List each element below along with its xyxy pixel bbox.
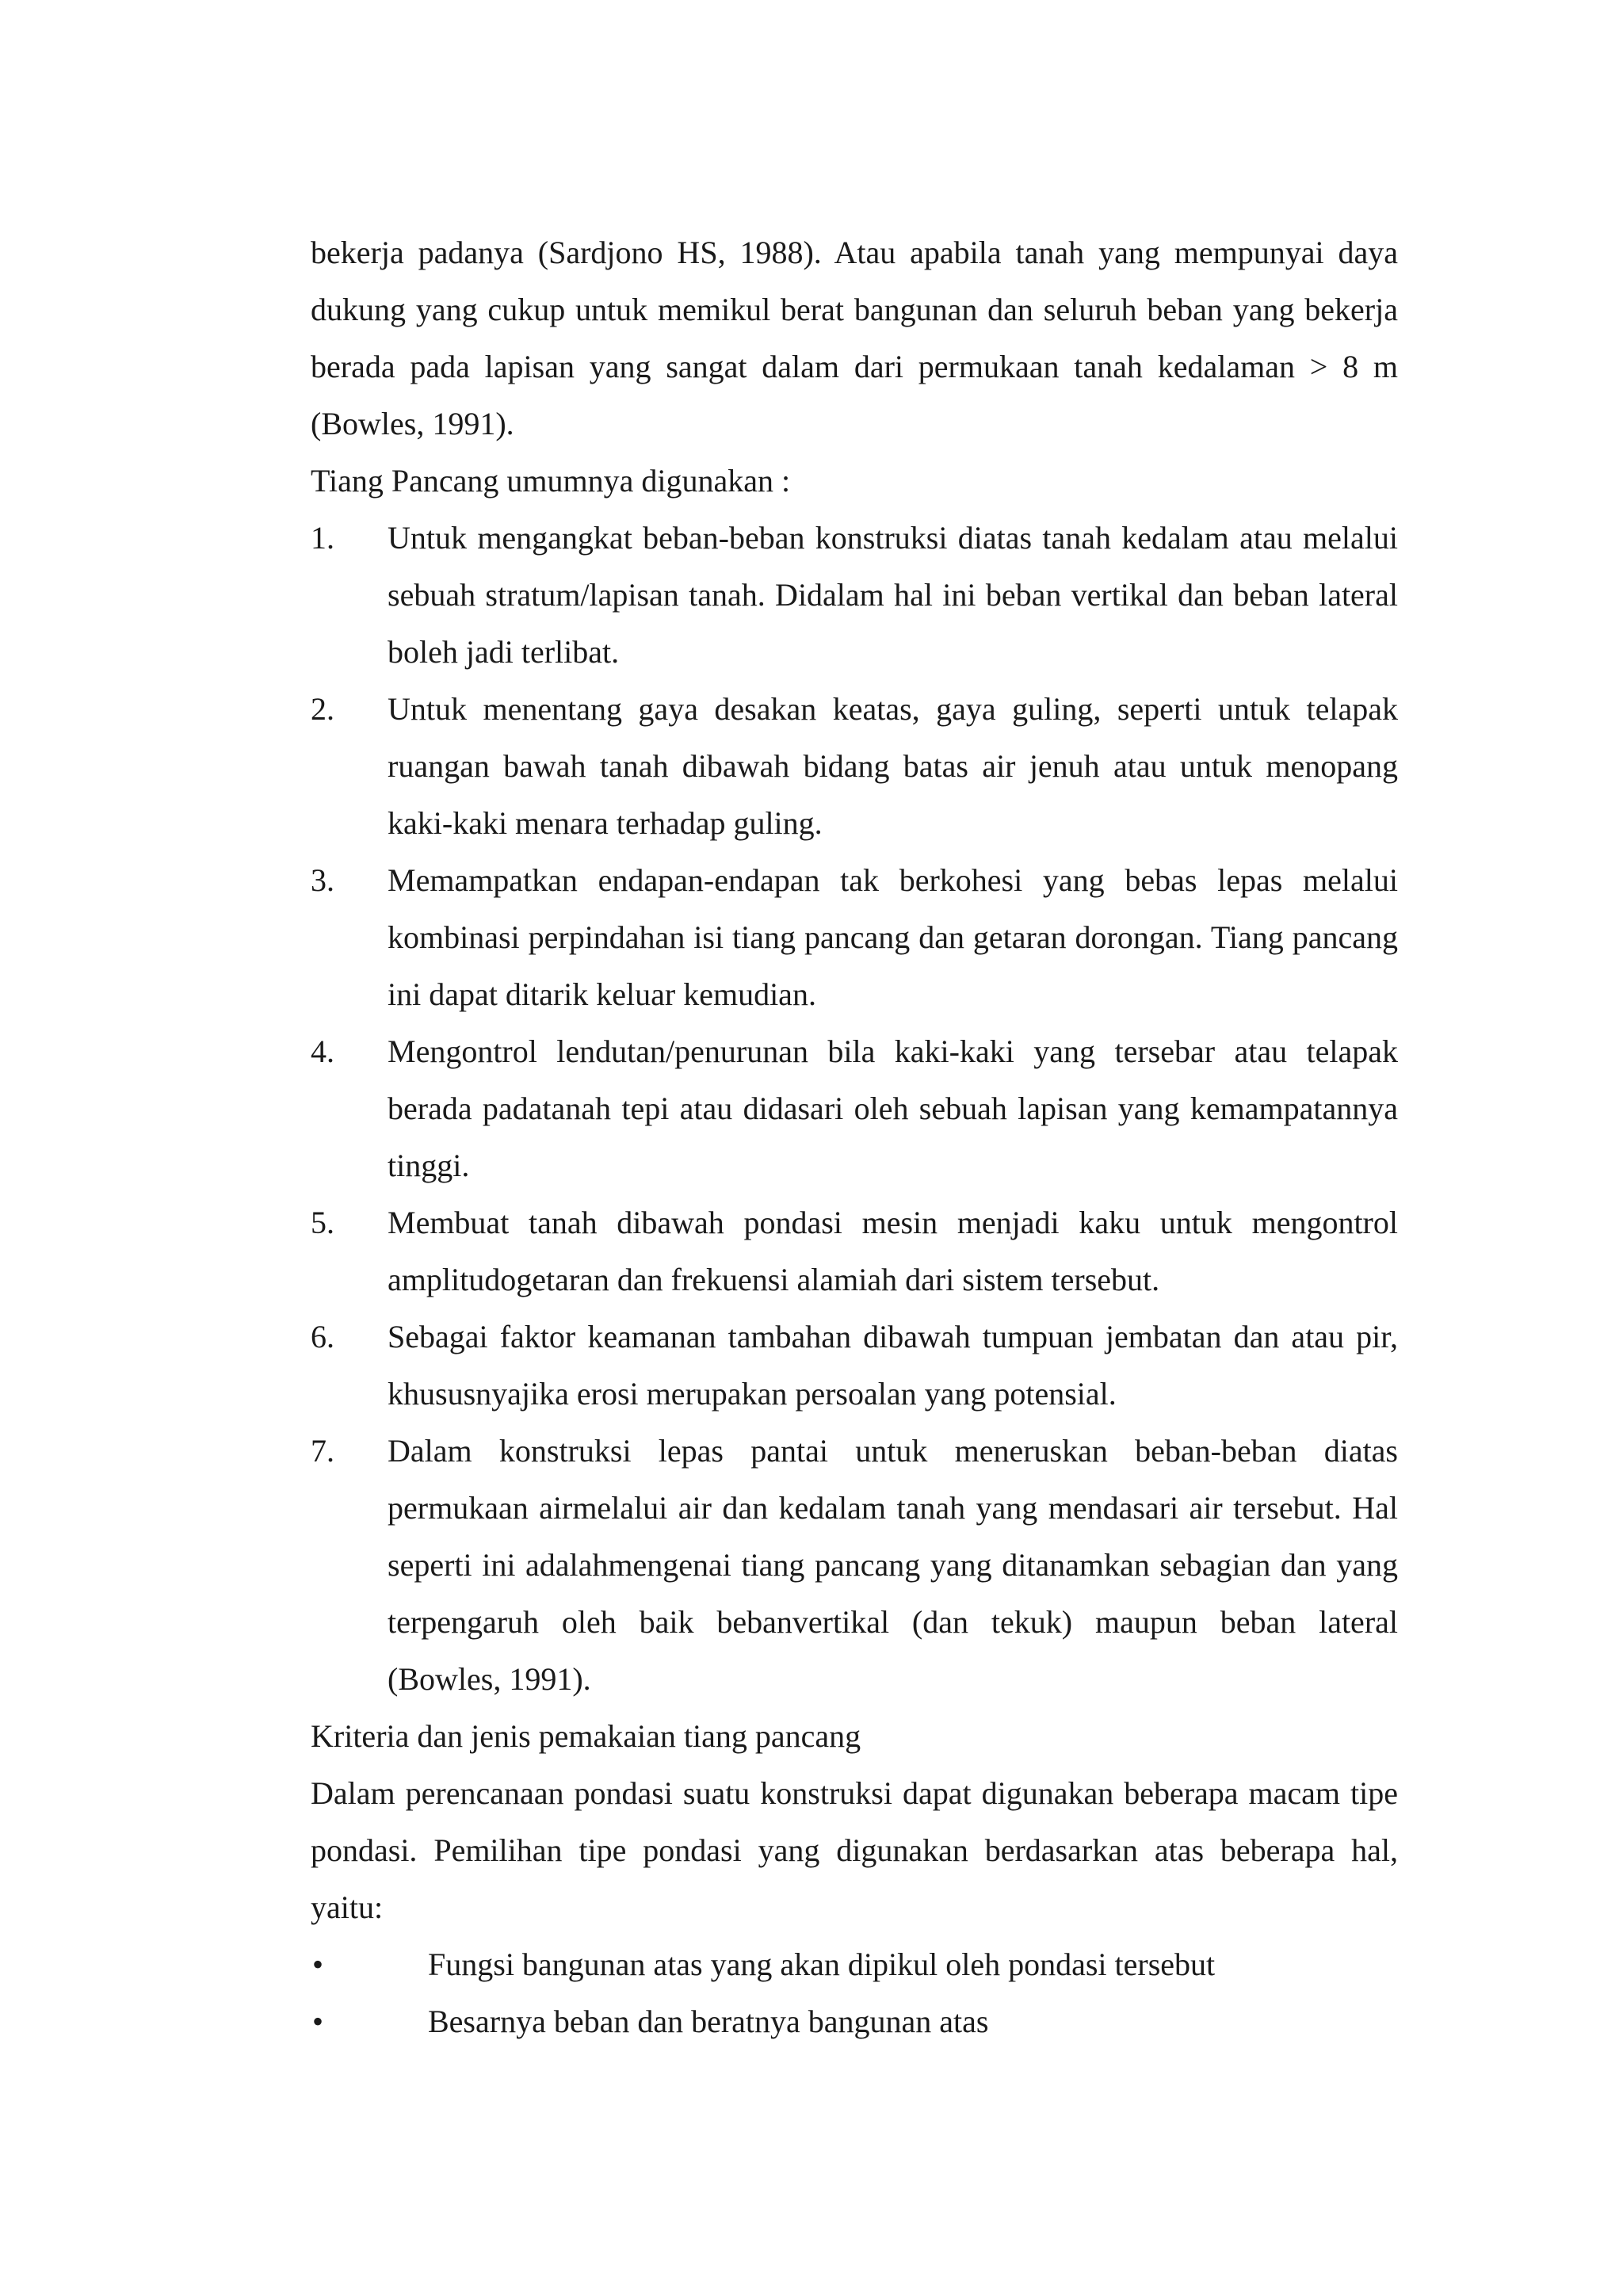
list-item-text: Sebagai faktor keamanan tambahan dibawah tumpuan jembatan dan atau pir, khususnyajika erosi merupakan persoalan yang potensial. [388,1319,1398,1412]
list-item-number: 6. [311,1319,334,1354]
criteria-paragraph: Dalam perencanaan pondasi suatu konstruksi dapat digunakan beberapa macam tipe pondasi. Pemilihan tipe pondasi yang digunakan berdasarkan atas beberapa hal, yaitu: [311,1775,1398,1925]
list-item-text: Dalam konstruksi lepas pantai untuk meneruskan beban-beban diatas permukaan airmelalui air dan kedalam tanah yang mendasari air tersebut. Hal seperti ini adalahmengenai tiang pancang yang ditanamkan sebagian dan yang terpengaruh oleh baik bebanvertikal (dan tekuk) maupun beban lateral (Bowles, 1991). [388,1433,1398,1697]
list-item [311,1194,1398,1308]
list-item-number: 4. [311,1033,334,1069]
list-item-number: 3. [311,862,334,898]
list-item [311,510,1398,681]
uses-numbered-list [311,510,1398,1708]
bullet-item-text: Besarnya beban dan beratnya bangunan atas [428,2004,989,2039]
list-item-text: Memampatkan endapan-endapan tak berkohesi yang bebas lepas melalui kombinasi perpindahan isi tiang pancang dan getaran dorongan. Tiang pancang ini dapat ditarik keluar kemudian. [388,862,1398,1012]
bullet-icon: • [312,1946,324,1982]
list-item-text: Untuk mengangkat beban-beban konstruksi diatas tanah kedalam atau melalui sebuah stratum/lapisan tanah. Didalam hal ini beban vertikal dan beban lateral boleh jadi terlibat. [388,520,1398,670]
list-item-text: Membuat tanah dibawah pondasi mesin menjadi kaku untuk mengontrol amplitudogetaran dan frekuensi alamiah dari sistem tersebut. [388,1205,1398,1297]
list-item [311,1423,1398,1708]
bullet-list-item [311,1936,1398,1993]
list-item-number: 1. [311,520,334,556]
criteria-bullet-list [311,1936,1398,2050]
bullet-list-item [311,1993,1398,2050]
uses-heading: Tiang Pancang umumnya digunakan : [311,463,791,499]
list-item [311,1023,1398,1194]
list-item-number: 5. [311,1205,334,1240]
criteria-heading: Kriteria dan jenis pemakaian tiang pancang [311,1718,861,1754]
list-item-number: 2. [311,691,334,727]
bullet-item-text: Fungsi bangunan atas yang akan dipikul oleh pondasi tersebut [428,1946,1216,1982]
list-item-text: Untuk menentang gaya desakan keatas, gaya guling, seperti untuk telapak ruangan bawah tanah dibawah bidang batas air jenuh atau untuk menopang kaki-kaki menara terhadap guling. [388,691,1398,841]
page-body [311,224,1398,2050]
list-item [311,1308,1398,1423]
intro-paragraph: bekerja padanya (Sardjono HS, 1988). Atau apabila tanah yang mempunyai daya dukung yang cukup untuk memikul berat bangunan dan seluruh beban yang bekerja berada pada lapisan yang sangat dalam dari permukaan tanah kedalaman > 8 m (Bowles, 1991). [311,235,1398,441]
list-item [311,852,1398,1023]
list-item-text: Mengontrol lendutan/penurunan bila kaki-kaki yang tersebar atau telapak berada padatanah tepi atau didasari oleh sebuah lapisan yang kemampatannya tinggi. [388,1033,1398,1183]
list-item [311,681,1398,852]
list-item-number: 7. [311,1433,334,1469]
bullet-icon: • [312,2004,324,2039]
